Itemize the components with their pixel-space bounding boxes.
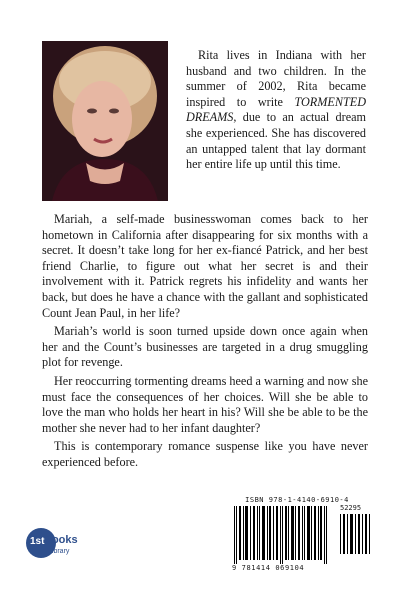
- synopsis-paragraph-2: Mariah’s world is soon turned upside down once again when her and the Count’s businesses are targeted in a drug smuggling plot for revenge.: [42, 324, 368, 370]
- price-barcode-bars: [340, 514, 372, 554]
- price-code: 52295: [340, 504, 362, 512]
- author-photo: [42, 41, 168, 201]
- publisher-logo: [26, 522, 84, 564]
- book-title: TORMENTED DREAMS: [186, 94, 366, 125]
- synopsis-paragraph-4: This is contemporary romance suspense like you have never experienced before.: [42, 439, 368, 469]
- logo-number: 1st: [30, 536, 45, 547]
- synopsis-paragraph-1: Mariah, a self-made businesswoman comes back to her hometown in California after disappearing for six months with a secret. It doesn’t take long for her ex-fiancé Patrick, and her best friend Charlie, to figure out what her secret is and their involvement with it. Patrick regrets his infidelity and wants her back, but does he have a chance with the gallant and sophisticated Count Jean Paul, in her life?: [42, 212, 368, 320]
- isbn-number: ISBN 978-1-4140-6910-4: [245, 496, 349, 504]
- barcode-digits: 9 781414 069104: [232, 564, 305, 572]
- barcode-bars: [234, 506, 338, 564]
- logo-brand: Books: [44, 534, 78, 546]
- logo-sub: Library: [48, 548, 70, 555]
- bio-text-start: Rita lives in Indiana with her husband and two children. In the summer of 2002, Rita became inspired to write: [186, 48, 366, 109]
- synopsis-paragraph-3: Her reoccurring tormenting dreams heed a warning and now she must face the consequences of her choices. Will she be able to love the man who holds her heart in his? Will she be able to be the mother she never had to her infant daughter?: [42, 373, 368, 435]
- book-synopsis: [42, 212, 368, 474]
- barcode: [232, 496, 376, 574]
- author-bio: [186, 48, 366, 173]
- bio-text-end: , due to an actual dream she experienced. She has discovered an untapped talent that lay dormant her entire life up until this time.: [186, 110, 366, 172]
